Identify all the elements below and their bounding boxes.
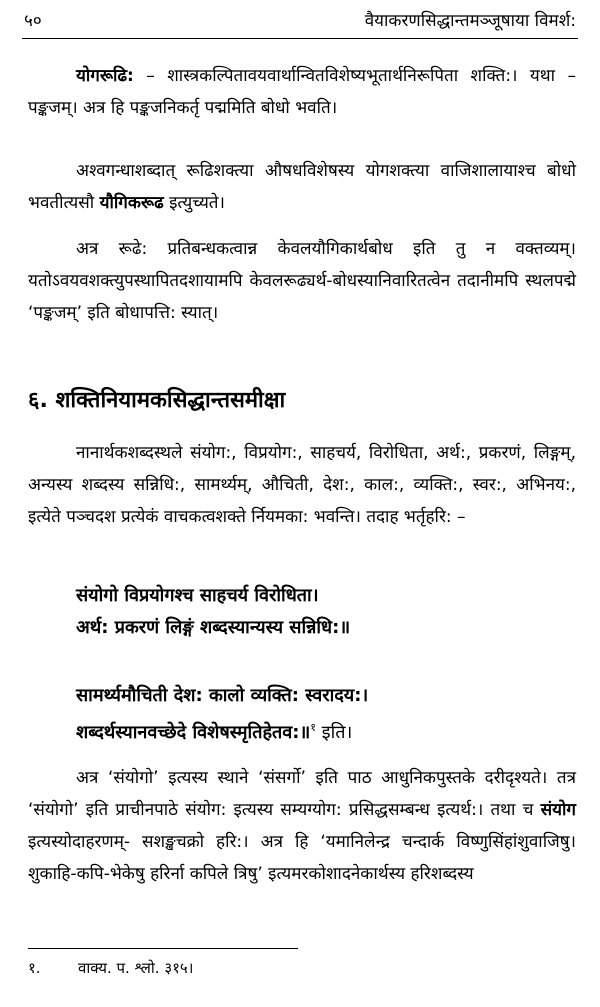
paragraph-text: अश्वगन्धाशब्दात् रूढिशक्त्या औषधविशेषस्य योगशक्त्या वाजिशालायाश्च बोधो भवतीत्यसौ	[28, 161, 576, 213]
paragraph-rudhi-pratibandha	[28, 233, 576, 329]
header-rule	[22, 38, 578, 39]
footnote-text: वाक्य. प. श्लो. ३१५।	[78, 959, 194, 977]
term-yogarudhi: योगरूढि:	[76, 66, 134, 86]
paragraph-text: अत्र रूढे: प्रतिबन्धकत्वान्न केवलयौगिकार्थबोध इति तु न वक्तव्यम्। यतोऽवयवशक्त्युपस्थापितदशायामपि केवलरूढ्यर्थ-बोधस्यानिवारितत्वेन तदानीमपि स्थलपद्मे ‘पङ्कजम्’ इति बोधापत्ति: स्यात्।	[28, 239, 576, 323]
verse-line: सामर्थ्यमौचिती देश: कालो व्यक्ति: स्वरादय:।	[76, 685, 369, 706]
footnote-rule	[28, 948, 298, 949]
paragraph-ashvagandha	[28, 155, 576, 219]
footnote-marker: १	[310, 721, 317, 734]
term-samyoga: संयोग	[540, 800, 576, 820]
running-title: वैयाकरणसिद्धान्तमञ्जूषाया विमर्श:	[364, 11, 576, 31]
verse-line: अर्थ: प्रकरणं लिङ्गं शब्दस्यान्यस्य सन्निधि:॥	[76, 617, 351, 638]
footnote-number: १.	[28, 959, 41, 977]
verse-line	[76, 712, 576, 749]
paragraph-nanarthaka	[28, 437, 576, 533]
verse-iti: इति।	[316, 722, 353, 743]
verse-block-2	[76, 680, 576, 749]
paragraph-text: नानार्थकशब्दस्थले संयोग:, विप्रयोग:, साहचर्य, विरोधिता, अर्थ:, प्रकरणं, लिङ्गम्, अन्यस्य शब्दस्य सन्निधि:, सामर्थ्यम्, औचिती, देश:, काल:, व्यक्ति:, स्वर:, अभिनय:, इत्येते पञ्चदश प्रत्येकं वाचकत्वशक्ते र्नियमका: भवन्ति। तदाह भर्तृहरि: –	[28, 443, 576, 527]
term-yaugikarudha: यौगिकरूढ	[99, 193, 164, 213]
paragraph-text: इत्यस्योदाहरणम्- सशङ्खचक्रो हरि:। अत्र हि ‘यमानिलेन्द्र चन्दार्क विष्णुसिंहांशुवाजिषु। शुकाहि-कपि-भेकेषु हरिर्ना कपिले त्रिषु’ इत्यमरकोशादनेकार्थस्य हरिशब्दस्य	[28, 832, 576, 884]
page-number: ५०	[24, 11, 42, 31]
paragraph-samyoga	[28, 762, 576, 890]
verse-block-1	[76, 580, 576, 644]
footnote	[28, 956, 193, 980]
page-header	[24, 8, 576, 36]
section-heading: ६. शक्तिनियामकसिद्धान्तसमीक्षा	[28, 388, 286, 413]
paragraph-text: इत्युच्यते।	[163, 193, 225, 213]
paragraph-yogarudhi	[28, 60, 576, 124]
verse-line: संयोगो विप्रयोगश्च साहचर्य विरोधिता।	[76, 585, 319, 606]
paragraph-text: अत्र ‘संयोगो’ इत्यस्य स्थाने ‘संसर्गो’ इति पाठ आधुनिकपुस्तके दरीदृश्यते। तत्र ‘संयोगो’ इति प्राचीनपाठे संयोग: इत्यस्य सम्यग्योग: प्रसिद्धसम्बन्ध इत्यर्थ:। तथा च	[28, 768, 576, 820]
paragraph-text: – शास्त्रकल्पितावयवार्थान्वितविशेष्यभूतार्थनिरूपिता शक्ति:। यथा – पङ्कजम्। अत्र हि पङ्कजनिकर्तृ पद्ममिति बोधो भवति।	[28, 66, 576, 118]
verse-text: शब्दर्थस्यानवच्छेदे विशेषस्मृतिहेतव:॥	[76, 722, 311, 743]
